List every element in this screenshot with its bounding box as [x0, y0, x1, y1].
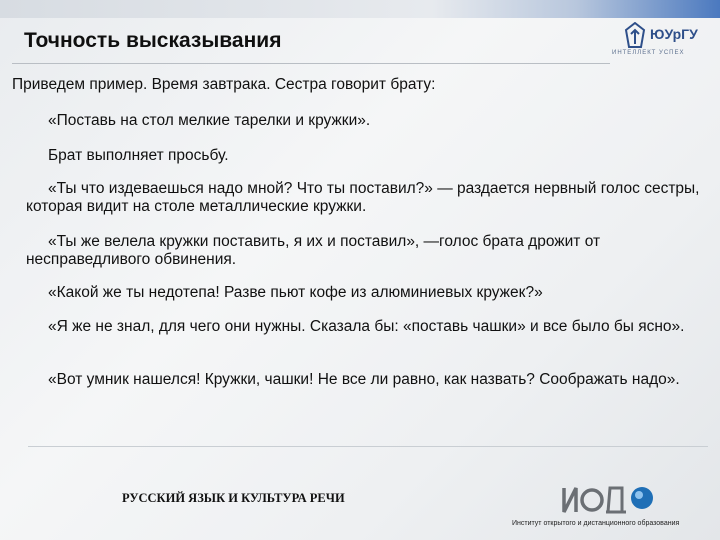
university-logo — [612, 20, 712, 64]
paragraph-quote-4: «Какой же ты недотепа! Разве пьют кофе из алюминиевых кружек?» — [48, 284, 543, 301]
course-title: РУССКИЙ ЯЗЫК И КУЛЬТУРА РЕЧИ — [122, 491, 345, 505]
paragraph-quote-6: «Вот умник нашелся! Кружки, чашки! Не все ли равно, как назвать? Соображать надо». — [48, 371, 680, 388]
iodo-logo — [560, 480, 655, 520]
university-motto: ИНТЕЛЛЕКТ УСПЕХ — [612, 50, 685, 56]
slide-title: Точность высказывания — [24, 29, 282, 52]
top-decorative-bar — [0, 0, 720, 18]
paragraph-quote-1: «Поставь на стол мелкие тарелки и кружки». — [48, 112, 371, 129]
title-divider — [12, 63, 610, 64]
paragraph-intro: Приведем пример. Время завтрака. Сестра говорит брату: — [12, 76, 436, 93]
paragraph-quote-3: «Ты же велела кружки поставить, я их и поставил», —голос брата дрожит от несправедливого обвинения. — [26, 233, 601, 268]
paragraph-quote-5: «Я же не знал, для чего они нужны. Сказала бы: «поставь чашки» и все было бы ясно». — [48, 318, 685, 335]
iodo-logo-letters-icon — [564, 487, 653, 512]
paragraph-narration: Брат выполняет просьбу. — [48, 147, 229, 164]
iodo-caption: Институт открытого и дистанционного образования — [512, 520, 680, 527]
university-name: ЮУрГУ — [650, 26, 698, 42]
footer-divider — [28, 446, 708, 447]
paragraph-quote-2: «Ты что издеваешься надо мной? Что ты поставил?» — раздается нервный голос сестры, которая видит на столе металлические кружки. — [26, 180, 700, 215]
university-emblem-icon — [624, 22, 646, 48]
